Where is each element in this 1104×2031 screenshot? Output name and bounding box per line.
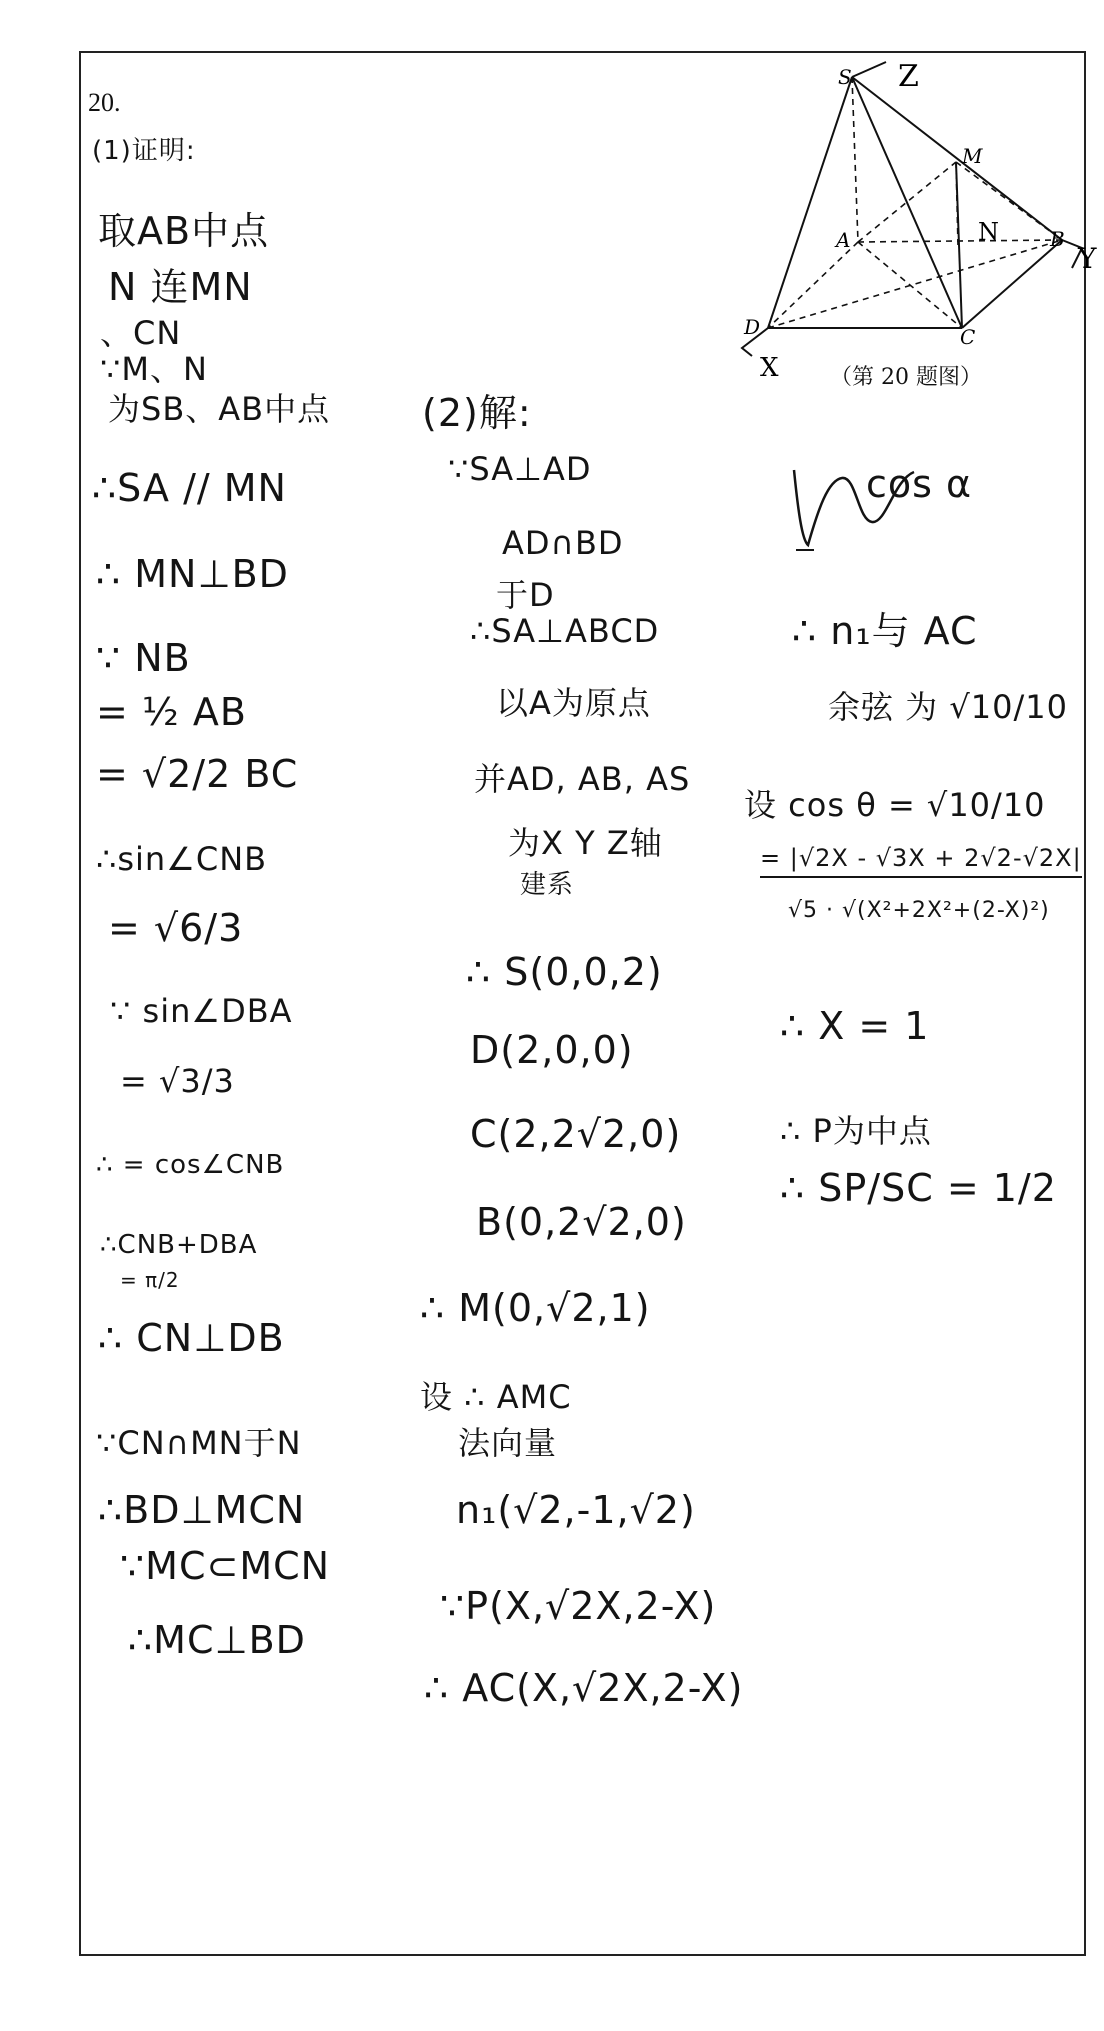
vertex-label-m: M bbox=[962, 144, 983, 168]
vertex-label-a: A bbox=[836, 228, 851, 252]
proof-line: ∵ sin∠DBA bbox=[110, 992, 293, 1030]
proof-line: ∵ NB bbox=[96, 636, 191, 680]
result-line: ∴ X = 1 bbox=[780, 1004, 930, 1048]
proof-line: ∵CN∩MN于N bbox=[96, 1424, 302, 1462]
vertex-label-n: N bbox=[978, 218, 999, 246]
proof-line: 取AB中点 bbox=[98, 209, 270, 253]
result-line: 设 cos θ = √10/10 bbox=[744, 786, 1046, 824]
proof-line: ∴MC⊥BD bbox=[128, 1618, 306, 1662]
axis-label-y: Y bbox=[1078, 242, 1097, 275]
solution-line: B(0,2√2,0) bbox=[476, 1200, 687, 1244]
solution-line: ∴ AC(X,√2X,2-X) bbox=[424, 1666, 744, 1710]
proof-line: ∴sin∠CNB bbox=[96, 840, 268, 878]
proof-line: = π/2 bbox=[120, 1268, 180, 1292]
axis-label-z: Z bbox=[898, 59, 919, 94]
solution-line: 为X Y Z轴 bbox=[508, 824, 663, 862]
result-line: ∴ P为中点 bbox=[780, 1112, 932, 1150]
proof-line: ∴BD⊥MCN bbox=[98, 1488, 306, 1532]
solution-line: 建系 bbox=[520, 870, 575, 900]
proof-line: ∴CNB+DBA bbox=[100, 1230, 258, 1260]
proof-line: N 连MN bbox=[108, 265, 253, 309]
proof-line: 、CN bbox=[100, 314, 182, 352]
solution-line: ∴ S(0,0,2) bbox=[466, 950, 663, 994]
proof-line: ∴ MN⊥BD bbox=[96, 552, 289, 596]
vertex-label-b: B bbox=[1050, 227, 1065, 251]
result-denominator: √5 · √(X²+2X²+(2-X)²) bbox=[788, 898, 1050, 923]
vertex-label-s: S bbox=[838, 65, 852, 89]
proof-line: ∵M、N bbox=[100, 350, 208, 388]
result-line: cos α bbox=[866, 462, 973, 506]
solution-line: D(2,0,0) bbox=[470, 1028, 634, 1072]
proof-line: = √3/3 bbox=[120, 1062, 235, 1100]
solution-line: 并AD, AB, AS bbox=[474, 760, 691, 798]
proof-line: ∴SA // MN bbox=[92, 466, 287, 510]
proof-line: ∴ = cos∠CNB bbox=[96, 1150, 285, 1180]
part2-heading: (2)解: bbox=[422, 391, 532, 435]
vertex-label-d: D bbox=[744, 315, 761, 339]
proof-line: = √2/2 BC bbox=[96, 752, 299, 796]
proof-line: = ½ AB bbox=[96, 690, 247, 734]
solution-line: ∴ M(0,√2,1) bbox=[420, 1286, 651, 1330]
solution-line: 于D bbox=[496, 576, 555, 614]
solution-line: C(2,2√2,0) bbox=[470, 1112, 682, 1156]
proof-line: 为SB、AB中点 bbox=[108, 390, 331, 428]
result-line: 余弦 为 √10/10 bbox=[828, 688, 1068, 726]
proof-line: = √6/3 bbox=[108, 906, 244, 950]
part1-heading: (1)证明: bbox=[92, 136, 196, 166]
result-line: ∴ n₁与 AC bbox=[792, 609, 978, 653]
solution-line: n₁(√2,-1,√2) bbox=[456, 1488, 696, 1532]
proof-line: ∵MC⊂MCN bbox=[120, 1544, 331, 1588]
solution-line: AD∩BD bbox=[502, 524, 624, 562]
proof-line: ∴ CN⊥DB bbox=[98, 1316, 285, 1360]
problem-number: 20. bbox=[88, 88, 121, 117]
figure-caption: （第 20 题图） bbox=[830, 365, 982, 390]
solution-line: 以A为原点 bbox=[496, 684, 651, 722]
solution-line: 法向量 bbox=[458, 1424, 558, 1462]
axis-label-x: X bbox=[760, 353, 779, 383]
result-line: ∴ SP/SC = 1/2 bbox=[780, 1166, 1057, 1210]
solution-line: ∵SA⊥AD bbox=[448, 450, 592, 488]
result-numerator: = |√2X - √3X + 2√2-√2X| bbox=[760, 844, 1082, 878]
vertex-label-c: C bbox=[960, 325, 976, 349]
solution-line: ∴SA⊥ABCD bbox=[470, 612, 660, 650]
solution-line: 设 ∴ AMC bbox=[420, 1378, 572, 1416]
solution-line: ∵P(X,√2X,2-X) bbox=[440, 1584, 717, 1628]
